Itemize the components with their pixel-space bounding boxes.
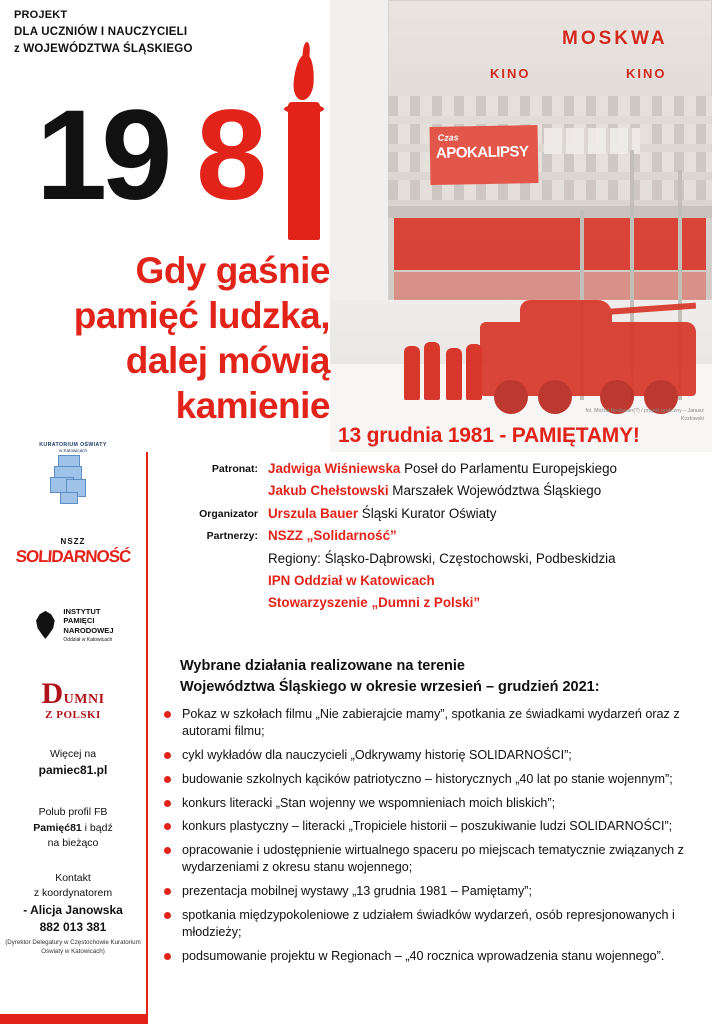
patronage-role: Regiony: Śląsko-Dąbrowski, Częstochowski, Podbeskidzia [268, 550, 616, 566]
fb-line3: na bieżąco [47, 836, 99, 849]
project-header [14, 8, 314, 57]
kuratorium-title: KURATORIUM OŚWIATY [39, 442, 107, 448]
patronage-label: Patronat: [211, 463, 258, 475]
website-link[interactable]: pamiec81.pl [38, 763, 108, 778]
list-item: prezentacja mobilnej wystawy „13 grudnia 1981 – Pamiętamy”; [160, 883, 708, 900]
year-digits-19: 19 [36, 84, 167, 227]
project-header-line3: z WOJEWÓDZTWA ŚLĄSKIEGO [14, 42, 193, 55]
fb-line1: Polub profil FB [38, 806, 108, 819]
patronage-name: IPN Oddział w Katowicach [268, 573, 435, 589]
vertical-divider [146, 452, 148, 1024]
more-info-label: Więcej na [49, 747, 97, 760]
armored-vehicle [480, 322, 696, 396]
slogan [0, 248, 330, 429]
sidebar [0, 438, 146, 956]
ipn-line1: INSTYTUT [63, 607, 101, 616]
nszz-label: NSZZ [60, 537, 86, 546]
anniversary-date: 13 grudnia 1981 - PAMIĘTAMY! [338, 424, 640, 447]
film-poster-line1: Czas [437, 132, 459, 143]
kuratorium-subtitle: w Katowicach [58, 448, 88, 453]
list-item: Pokaz w szkołach filmu „Nie zabierajcie mamy”, spotkania ze świadkami wydarzeń oraz z autorami filmu; [160, 706, 708, 740]
patronage-row [160, 484, 708, 497]
coordinator-note: (Dyrektor Delegatury w Częstochowie Kuratorium Oświaty w Katowicach) [5, 939, 141, 955]
patronage-row [160, 596, 708, 609]
ipn-logo [0, 607, 146, 643]
patronage-name: Stowarzyszenie „Dumni z Polski” [268, 595, 481, 611]
patronage-row [160, 462, 708, 475]
cinema-name-text: MOSKWA [562, 28, 668, 49]
patronage-row [160, 574, 708, 587]
dumni-bottom-text: Z POLSKI [45, 708, 101, 721]
patronage-row [160, 552, 708, 565]
soldiers-group [404, 330, 482, 400]
dumni-top-text [0, 676, 146, 710]
list-item: konkurs plastyczny – literacki „Tropiciele historii – poszukiwanie ludzi SOLIDARNOŚCI”; [160, 818, 708, 835]
kino-right-text: KINO [626, 66, 667, 81]
contact-with: z koordynatorem [33, 887, 113, 900]
patronage-role: Marszałek Województwa Śląskiego [392, 483, 602, 499]
patronage-label [160, 484, 268, 486]
facebook-block [0, 805, 146, 851]
film-poster-line2: APOKALIPSY [435, 143, 529, 162]
slogan-line1: Gdy gaśnie [135, 250, 330, 291]
year-1981 [36, 84, 336, 236]
patronage-label [160, 596, 268, 598]
actions-title [180, 656, 700, 698]
slogan-line2: pamięć ludzka, [73, 295, 330, 337]
project-header-line2: DLA UCZNIÓW I NAUCZYCIELI [14, 25, 188, 38]
nszz-solidarnosc-logo [0, 537, 146, 567]
list-item: cykl wykładów dla nauczycieli „Odkrywamy historię SOLIDARNOŚCI”; [160, 747, 708, 764]
actions-title-line2: Województwa Śląskiego w okresie wrzesień – grudzień 2021: [180, 679, 600, 696]
patronage-label [160, 552, 268, 554]
list-item: konkurs literacki „Stan wojenny we wspomnieniach moich bliskich”; [160, 795, 708, 812]
fb-line2-rest: i bądź [81, 821, 113, 834]
patronage-row [160, 529, 708, 542]
patronage-block [160, 462, 708, 619]
ipn-line2: PAMIĘCI [63, 616, 95, 626]
patronage-label: Partnerzy: [206, 530, 258, 543]
project-header-line1: PROJEKT [14, 9, 68, 21]
patronage-label: Organizator [199, 507, 258, 520]
cinema-photo [330, 0, 712, 452]
photo-credit: fot. Michał Neubauer(?) / projekt graficzny – Janusz Kozłowski [585, 408, 704, 422]
more-info-block [0, 747, 146, 780]
contact-block [0, 871, 146, 956]
list-item: opracowanie i udostępnienie wirtualnego spaceru po miejscach tematycznie związanych z wydarzeniami z okresu stanu wojennego; [160, 842, 708, 876]
bottom-red-bar [0, 1014, 146, 1024]
dumni-word: UMNI [63, 691, 105, 707]
coordinator-name: - Alicja Janowska [23, 902, 123, 917]
patronage-row [160, 507, 708, 520]
patronage-name: Urszula Bauer [268, 505, 359, 521]
dumni-z-polski-logo [0, 676, 146, 721]
patronage-role: Śląski Kurator Oświaty [361, 505, 497, 521]
actions-title-line1: Wybrane działania realizowane na terenie [180, 658, 466, 674]
coordinator-phone: 882 013 381 [39, 919, 107, 934]
eagle-icon [32, 611, 58, 639]
fb-profile-name: Pamięć81 [33, 821, 82, 834]
slogan-line4: kamienie [175, 385, 330, 427]
dumni-initial: D [41, 676, 64, 710]
list-item: spotkania międzypokoleniowe z udziałem świadków wydarzeń, osób represjonowanych i młodzieży; [160, 907, 708, 941]
candle-body [288, 102, 320, 240]
list-item: budowanie szkolnych kącików patriotyczno – historycznych „40 lat po stanie wojennym”; [160, 771, 708, 788]
ipn-branch: Oddział w Katowicach [63, 636, 113, 643]
kino-left-text: KINO [490, 66, 531, 81]
list-item: podsumowanie projektu w Regionach – „40 rocznica wprowadzenia stanu wojennego”. [160, 948, 708, 965]
actions-list [160, 706, 708, 972]
patronage-label [160, 574, 268, 576]
contact-label: Kontakt [55, 872, 91, 885]
patronage-name: Jakub Chełstowski [268, 483, 389, 499]
patronage-name: Jadwiga Wiśniewska [268, 461, 401, 476]
kuratorium-logo [0, 442, 146, 503]
patronage-name: NSZZ „Solidarność” [268, 528, 397, 544]
year-digit-8: 8 [196, 84, 264, 227]
solidarnosc-wordmark: SOLIDARNOŚĆ [15, 547, 132, 566]
ipn-line3: NARODOWEJ [63, 625, 114, 635]
slogan-line3: dalej mówią [125, 340, 330, 382]
flame-icon [292, 54, 315, 100]
candle-icon [282, 54, 328, 244]
patronage-role: Poseł do Parlamentu Europejskiego [404, 461, 617, 476]
silesia-map-icon [44, 455, 102, 503]
